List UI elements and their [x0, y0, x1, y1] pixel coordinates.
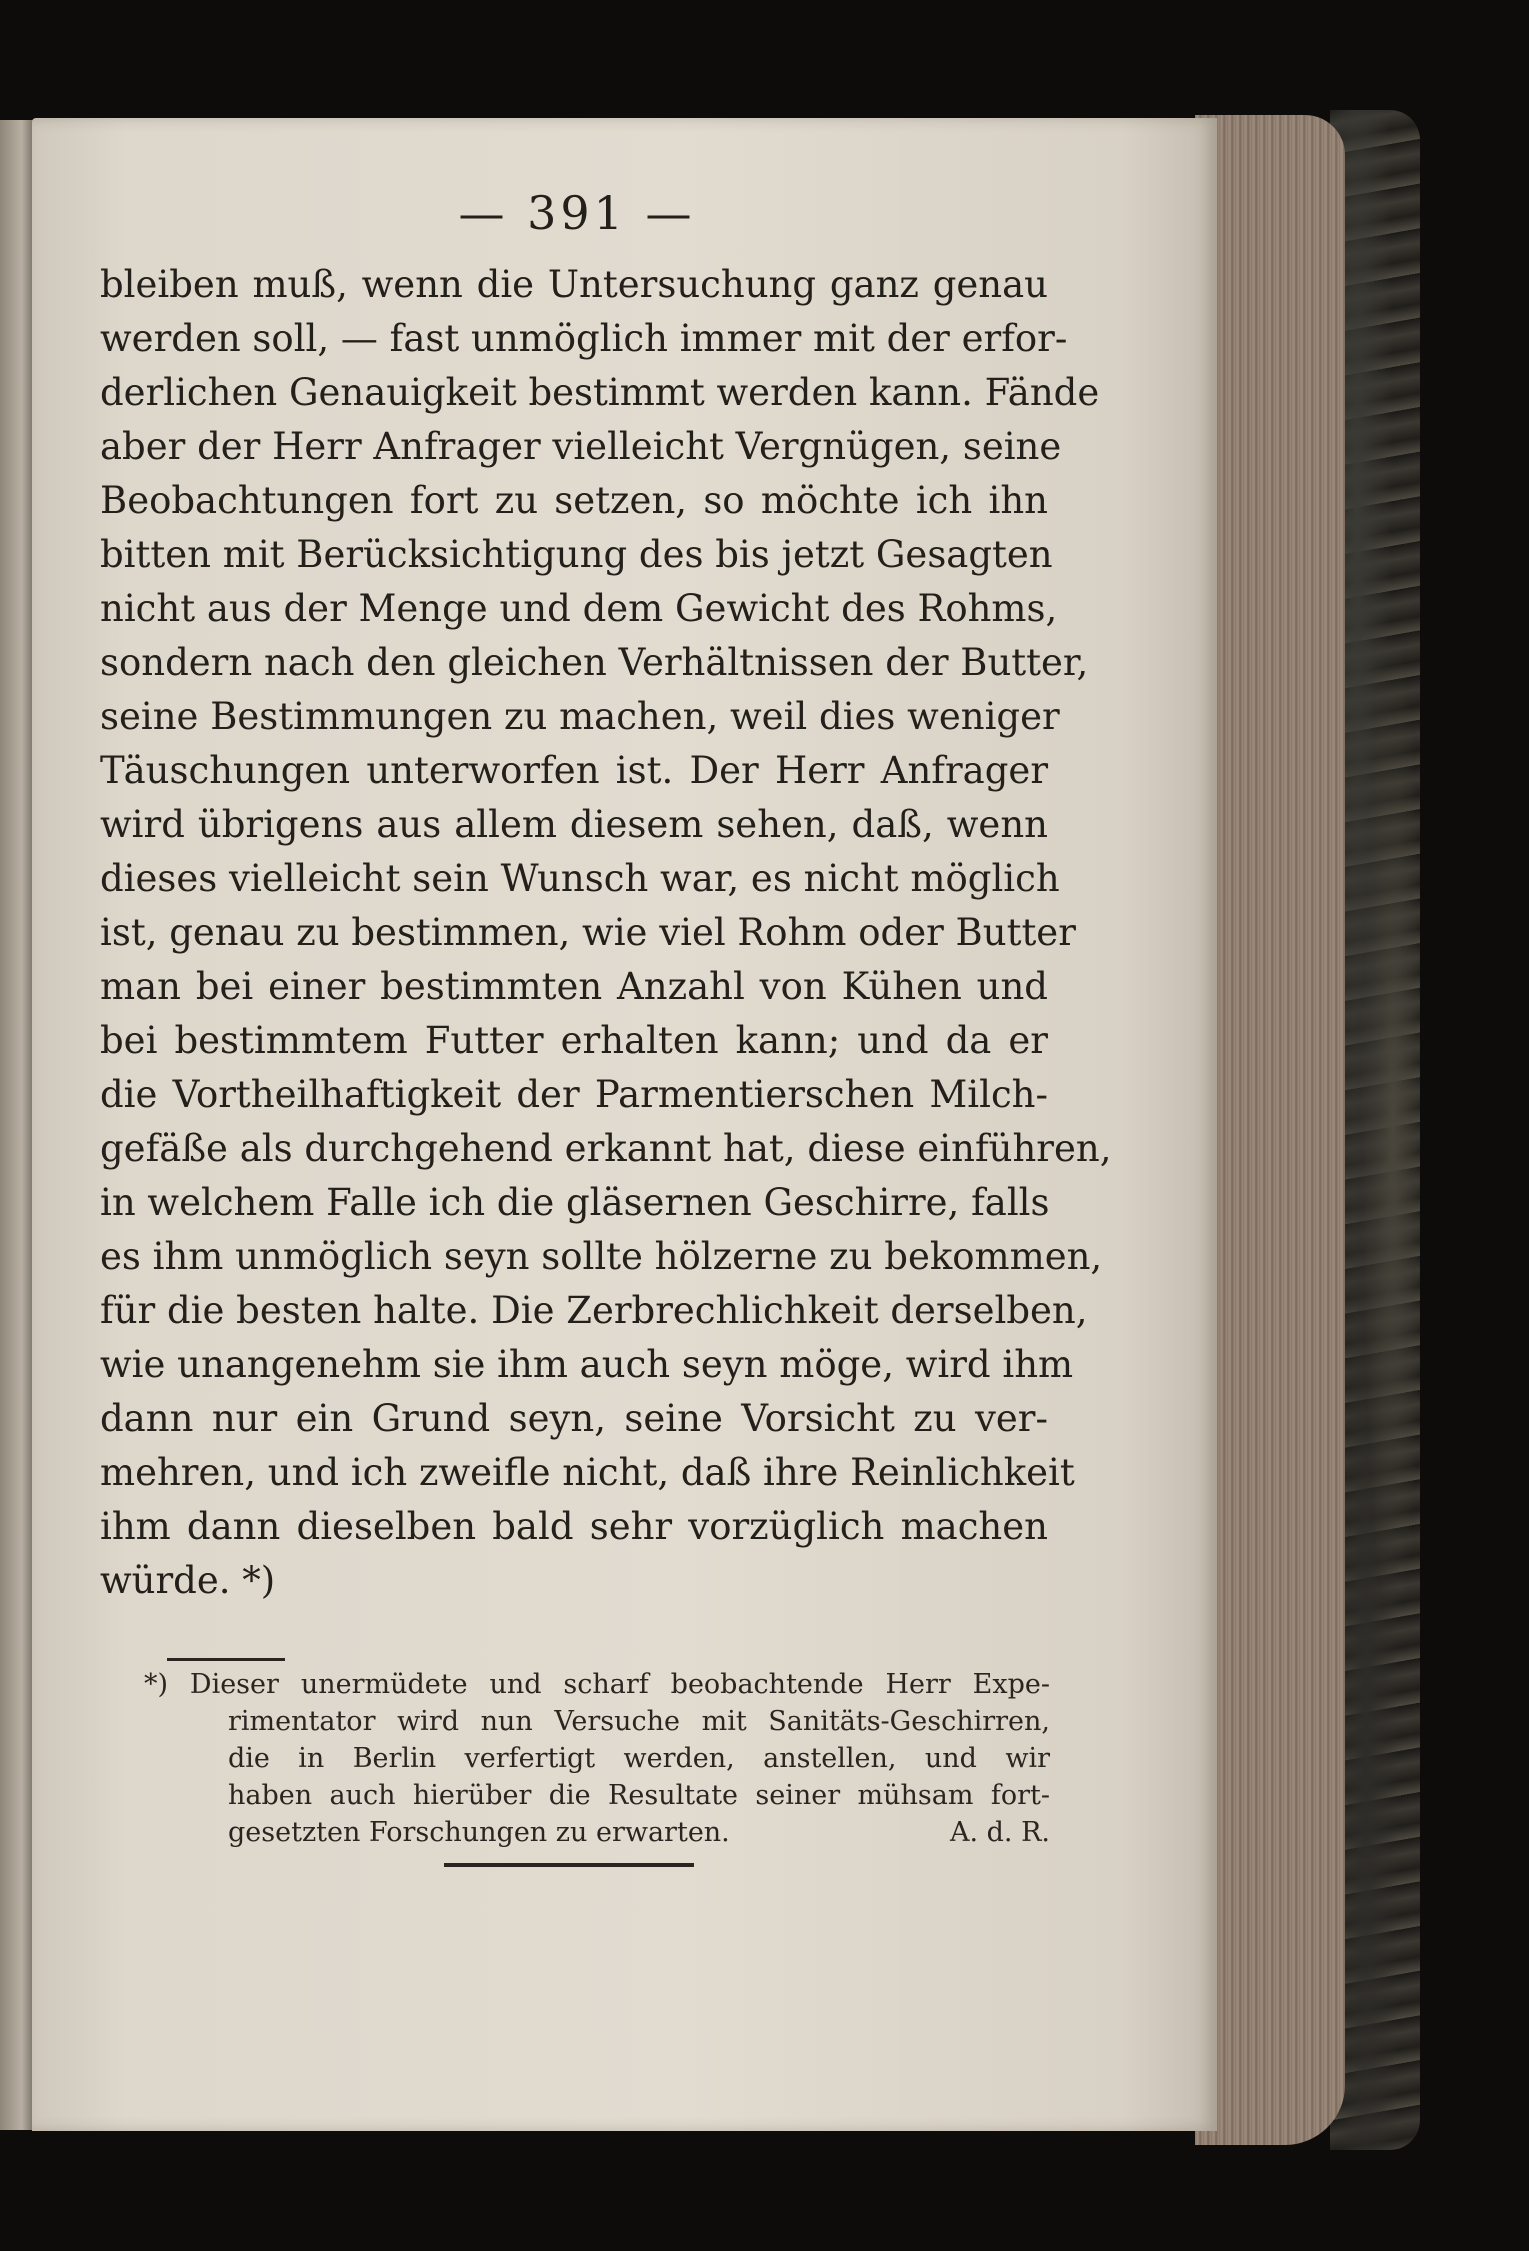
footnote: [144, 1666, 1050, 1851]
page-number: — 391 —: [458, 186, 696, 240]
text-line: ist, genau zu bestimmen, wie viel Rohm oder Butter: [100, 911, 1076, 954]
text-line: die Vortheilhaftigkeit der Parmentierschen Milch-: [100, 1073, 1048, 1116]
text-line: wird übrigens aus allem diesem sehen, daß, wenn: [100, 803, 1048, 846]
text-line: bitten mit Berücksichtigung des bis jetzt Gesagten: [100, 533, 1053, 576]
text-line: derlichen Genauigkeit bestimmt werden kann. Fände: [100, 371, 1100, 414]
text-line: dann nur ein Grund seyn, seine Vorsicht zu ver-: [100, 1397, 1048, 1440]
text-line: mehren, und ich zweifle nicht, daß ihre Reinlichkeit: [100, 1451, 1075, 1494]
text-line: werden soll, — fast unmöglich immer mit der erfor-: [100, 317, 1068, 360]
text-line: man bei einer bestimmten Anzahl von Kühen und: [100, 965, 1048, 1008]
text-line: für die besten halte. Die Zerbrechlichkeit derselben,: [100, 1289, 1088, 1332]
text-line: dieses vielleicht sein Wunsch war, es nicht möglich: [100, 857, 1060, 900]
text-line: ihm dann dieselben bald sehr vorzüglich machen: [100, 1505, 1048, 1548]
page-end-rule: [444, 1863, 694, 1867]
footnote-line: gesetzten Forschungen zu erwarten.: [228, 1817, 730, 1848]
text-line: bei bestimmtem Futter erhalten kann; und da er: [100, 1019, 1048, 1062]
footnote-line: die in Berlin verfertigt werden, anstellen, und wir: [228, 1743, 1050, 1774]
body-text: [100, 258, 1112, 1608]
text-line: wie unangenehm sie ihm auch seyn möge, wird ihm: [100, 1343, 1074, 1386]
page-block-edge: [1195, 115, 1345, 2145]
text-line: in welchem Falle ich die gläsernen Geschirre, falls: [100, 1181, 1050, 1224]
text-line: bleiben muß, wenn die Untersuchung ganz genau: [100, 263, 1048, 306]
text-line: es ihm unmöglich seyn sollte hölzerne zu bekommen,: [100, 1235, 1103, 1278]
footnote-signature: A. d. R.: [949, 1817, 1050, 1848]
text-line: Täuschungen unterworfen ist. Der Herr Anfrager: [100, 749, 1048, 792]
text-line: seine Bestimmungen zu machen, weil dies weniger: [100, 695, 1060, 738]
footnote-line: rimentator wird nun Versuche mit Sanitäts-Geschirren,: [228, 1706, 1050, 1737]
text-line: gefäße als durchgehend erkannt hat, diese einführen,: [100, 1127, 1112, 1170]
text-line: aber der Herr Anfrager vielleicht Vergnügen, seine: [100, 425, 1062, 468]
text-line: würde. *): [100, 1559, 276, 1602]
text-line: Beobachtungen fort zu setzen, so möchte ich ihn: [100, 479, 1048, 522]
footnote-line: haben auch hierüber die Resultate seiner mühsam fort-: [228, 1780, 1050, 1811]
facing-page-edge: [0, 120, 36, 2130]
footnote-rule: [167, 1658, 285, 1661]
text-line: nicht aus der Menge und dem Gewicht des Rohms,: [100, 587, 1058, 630]
text-line: sondern nach den gleichen Verhältnissen der Butter,: [100, 641, 1089, 684]
footnote-last-line: [144, 1814, 1050, 1851]
book-page: [32, 118, 1217, 2131]
footnote-line: *) Dieser unermüdete und scharf beobachtende Herr Expe-: [144, 1669, 1050, 1700]
